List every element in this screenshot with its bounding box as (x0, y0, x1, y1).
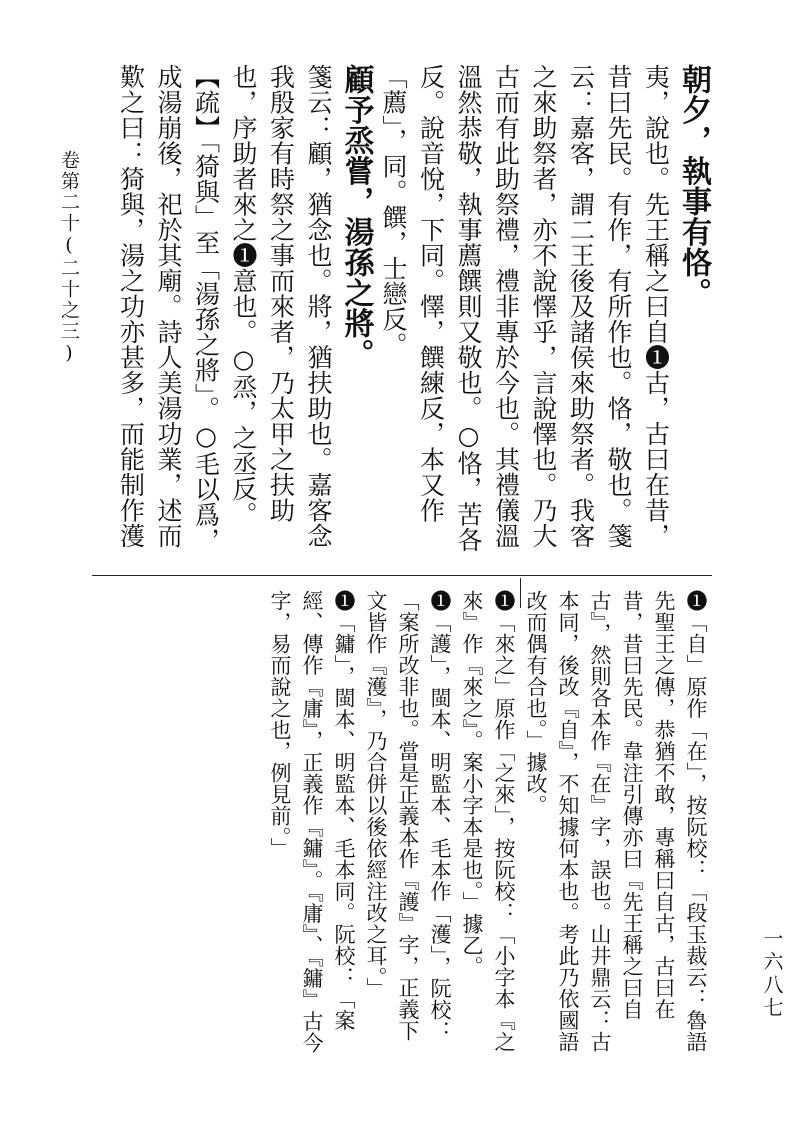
commentary-text: 箋云：顧，猶念也。將，猶扶助也。嘉客念我殷家有時祭之事而來者，乃太甲之扶助也，序助者來之❶意也。○烝，之丞反。【疏】「猗與」至「湯孫之將」。○毛以爲，成湯崩後，祀於其廟。詩人美湯功業，述而歎之曰：猗與，湯之功亦甚多，而能制作濩 (116, 64, 333, 553)
collation-note: ❶「來之」原作「之來」，按阮校：「小字本『之來』作『來之』。案小字本是也。」據乙。 (460, 590, 516, 1053)
page-number: 一六八七 (760, 928, 784, 1020)
collation-note: ❶「自」原作「在」，按阮校：「段玉裁云：魯語先聖王之傳，恭猶不敢，專稱曰自古，古曰在昔，昔曰先民。韋注引傳亦曰『先王稱之曰自古』，然則各本作『在』字，誤也。山井鼎云：古本同，後改『自』，不知據何本也。考此乃依國語改而偶有合也。」據改。 (524, 590, 708, 1053)
main-text-block (112, 64, 712, 569)
running-head: 卷第二十(二十之三) (58, 150, 80, 366)
collation-note: ❶「護」，閩本、明監本、毛本作「濩」，阮校：「案所改非也。當是正義本作『護』字，正義下文皆作『濩』，乃合併以後依經注改之耳。」 (364, 590, 452, 1042)
verse-line: 顧予烝嘗，湯孫之將。 (338, 64, 374, 369)
commentary-text: 夷，說也。先王稱之曰自❶古，古曰在昔，昔曰先民。有作，有所作也。恪，敬也。箋云：嘉客，謂二王後及諸侯來助祭者。我客之來助祭者，亦不說懌乎，言說懌也。乃大古而有此助祭禮，禮非專於今也。其禮儀溫溫然恭敬，執事薦饌則又敬也。○恪，苦各反。說音悅，下同。懌，饌練反，本又作「薦」，同。饌，士戀反。 (379, 64, 671, 553)
collation-note: ❶「鏞」，閩本、明監本、毛本同。阮校：「案經、傳作『庸』，正義作『鏞』。『庸』、『鏞』古今字，易而說之也，例見前。」 (268, 590, 356, 1054)
verse-line: 朝夕，執事有恪。 (676, 64, 711, 308)
collation-notes-block (122, 590, 712, 1060)
section-divider (92, 575, 712, 576)
